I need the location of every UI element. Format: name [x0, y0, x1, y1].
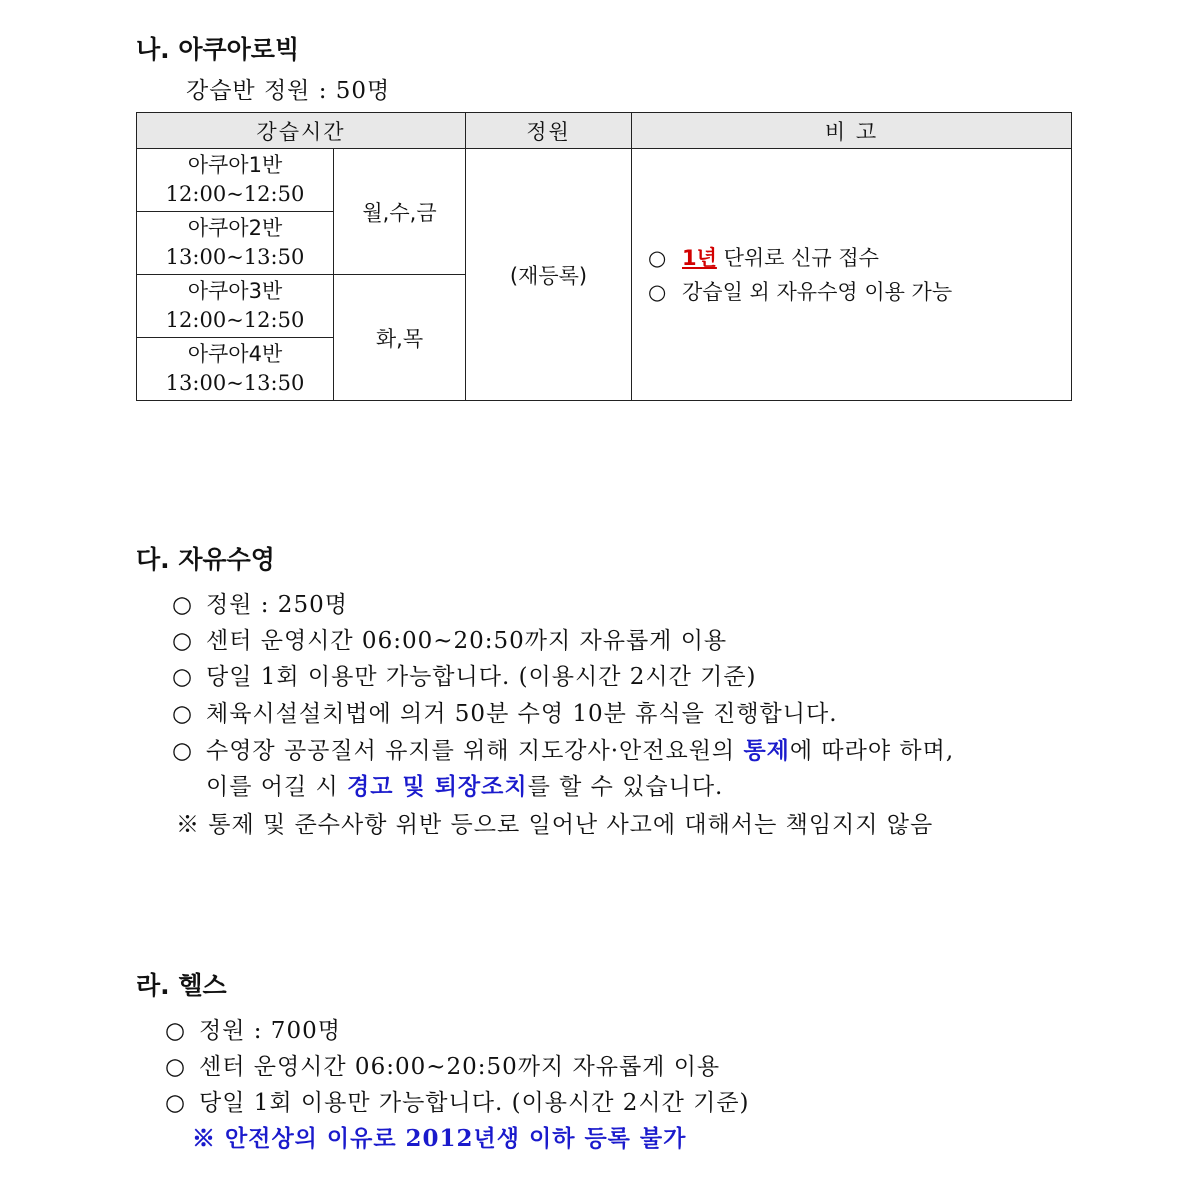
aquarobic-capacity: 강습반 정원 : 50명 — [186, 78, 391, 104]
bullet-icon: ○ — [165, 1054, 187, 1080]
item-text: 정원 : 700명 — [199, 1018, 341, 1044]
bullet-icon: ○ — [172, 592, 194, 618]
free-swim-rule — [172, 732, 954, 765]
health-note: ※ 안전상의 이유로 2012년생 이하 등록 불가 — [192, 1125, 687, 1152]
item-text: 당일 1회 이용만 가능합니다. (이용시간 2시간 기준) — [206, 664, 757, 690]
rule-highlight: 통제 — [743, 737, 790, 764]
remark-item — [648, 275, 1071, 309]
remark-item — [648, 241, 1071, 275]
header-class-time: 강습시간 — [137, 113, 466, 149]
bullet-icon: ○ — [165, 1090, 187, 1116]
aquarobic-heading: 나. 아쿠아로빅 — [136, 35, 300, 64]
item-text: 당일 1회 이용만 가능합니다. (이용시간 2시간 기준) — [199, 1090, 750, 1116]
class-time: 12:00~12:50 — [165, 308, 305, 332]
remarks-cell — [632, 149, 1072, 401]
bullet-icon: ○ — [172, 664, 194, 690]
rule-text: 에 따라야 하며, — [789, 738, 955, 764]
free-swim-note: ※ 통제 및 준수사항 위반 등으로 일어난 사고에 대해서는 책임지지 않음 — [176, 812, 934, 838]
free-swim-rule-cont — [206, 768, 723, 801]
days-cell: 월,수,금 — [334, 149, 466, 275]
capacity-cell: (재등록) — [466, 149, 632, 401]
class-cell — [137, 149, 334, 212]
item-text: 정원 : 250명 — [206, 592, 348, 618]
free-swim-item — [172, 586, 348, 619]
free-swim-heading: 다. 자유수영 — [136, 545, 275, 574]
bullet-icon: ○ — [648, 279, 667, 304]
rule-text: 수영장 공공질서 유지를 위해 지도강사·안전요원의 — [206, 738, 744, 764]
remark-text: 강습일 외 자유수영 이용 가능 — [682, 279, 953, 304]
free-swim-item — [172, 695, 838, 728]
class-time: 12:00~12:50 — [165, 182, 305, 206]
aquarobic-schedule-table — [136, 112, 1072, 401]
header-capacity: 정원 — [466, 113, 632, 149]
class-cell — [137, 212, 334, 275]
rule-text: 이를 어길 시 — [206, 774, 348, 800]
remark-highlight: 1년 — [682, 245, 717, 270]
rule-highlight: 경고 및 퇴장조치 — [347, 773, 528, 800]
class-time: 13:00~13:50 — [165, 371, 305, 395]
class-cell — [137, 275, 334, 338]
remark-text: 단위로 신규 접수 — [716, 245, 879, 270]
rule-text: 를 할 수 있습니다. — [527, 774, 724, 800]
class-name: 아쿠아2반 — [187, 216, 283, 240]
class-time: 13:00~13:50 — [165, 245, 305, 269]
class-name: 아쿠아4반 — [187, 342, 283, 366]
bullet-icon: ○ — [648, 245, 667, 270]
health-item — [165, 1084, 750, 1117]
header-remarks: 비 고 — [632, 113, 1072, 149]
health-item — [165, 1048, 720, 1081]
free-swim-item — [172, 622, 727, 655]
bullet-icon: ○ — [172, 738, 194, 764]
days-cell: 화,목 — [334, 275, 466, 401]
class-name: 아쿠아1반 — [187, 153, 283, 177]
bullet-icon: ○ — [172, 628, 194, 654]
class-name: 아쿠아3반 — [187, 279, 283, 303]
class-cell — [137, 338, 334, 401]
item-text: 센터 운영시간 06:00~20:50까지 자유롭게 이용 — [206, 628, 728, 654]
item-text: 체육시설설치법에 의거 50분 수영 10분 휴식을 진행합니다. — [206, 701, 838, 727]
health-heading: 라. 헬스 — [136, 971, 227, 1000]
bullet-icon: ○ — [165, 1018, 187, 1044]
item-text: 센터 운영시간 06:00~20:50까지 자유롭게 이용 — [199, 1054, 721, 1080]
free-swim-item — [172, 658, 757, 691]
health-item — [165, 1012, 341, 1045]
bullet-icon: ○ — [172, 701, 194, 727]
